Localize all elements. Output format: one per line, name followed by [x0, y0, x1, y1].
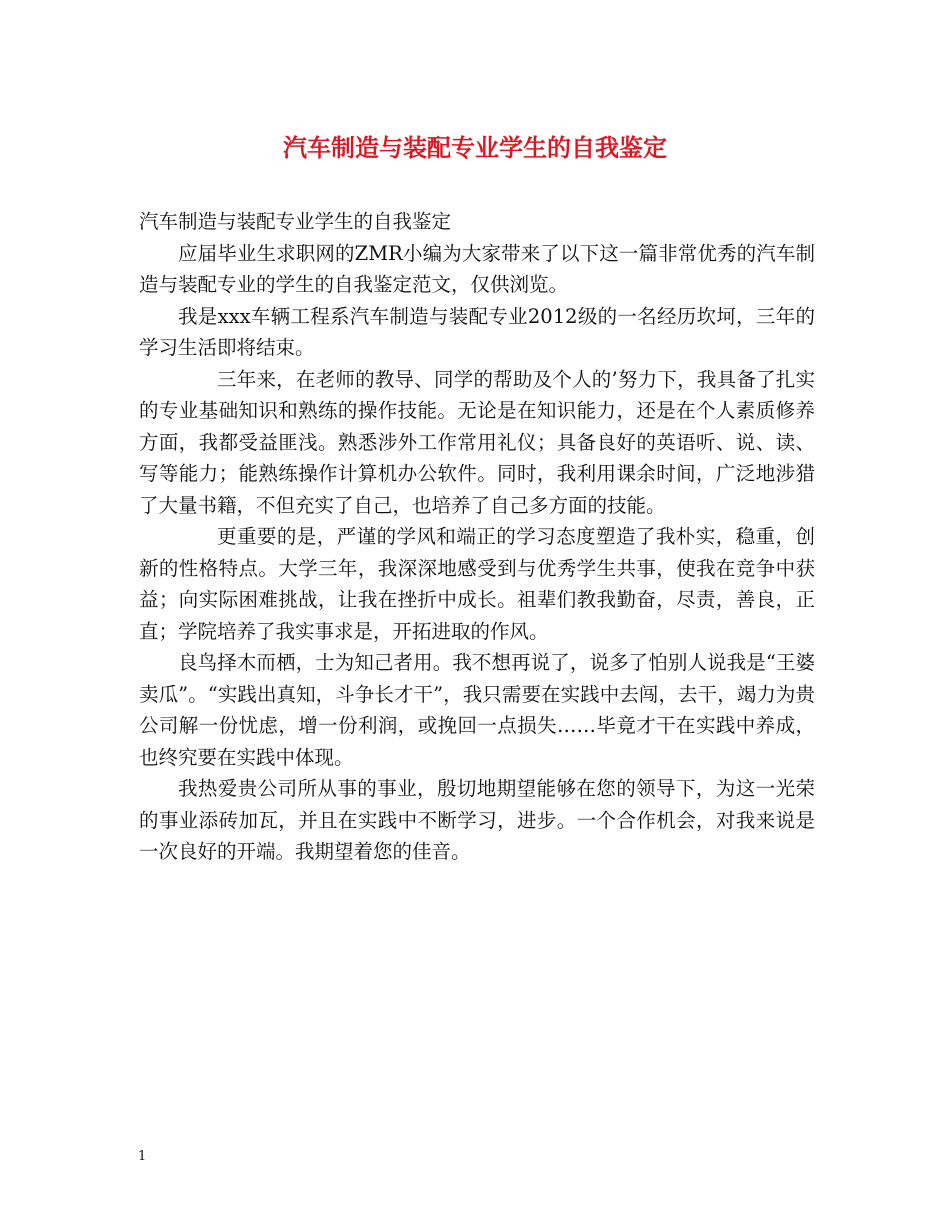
paragraph-character: 更重要的是，严谨的学风和端正的学习态度塑造了我朴实，稳重，创新的性格特点。大学三年，我深深地感受到与优秀学生共事，使我在竞争中获益；向实际困难挑战，让我在挫折中成长。祖辈们教我勤奋，尽责，善良，正直；学院培养了我实事求是，开拓进取的作风。 — [139, 525, 815, 643]
paragraph-study: 三年来，在老师的教导、同学的帮助及个人的’努力下，我具备了扎实的专业基础知识和熟练的操作技能。无论是在知识能力，还是在个人素质修养方面，我都受益匪浅。熟悉涉外工作常用礼仪；具备良好的英语听、说、读、写等能力；能熟练操作计算机办公软件。同时，我利用课余时间，广泛地涉猎了大量书籍，不但充实了自己，也培养了自己多方面的技能。 — [139, 367, 815, 517]
paragraph-practice: 良鸟择木而栖，士为知己者用。我不想再说了，说多了怕别人说我是“王婆卖瓜”。“实践出真知，斗争长才干”，我只需要在实践中去闯，去干，竭力为贵公司解一份忧虑，增一份利润，或挽回一点损失……毕竟才干在实践中养成，也终究要在实践中体现。 — [139, 651, 815, 769]
document-title: 汽车制造与装配专业学生的自我鉴定 — [283, 133, 667, 162]
page-number: 1 — [138, 1149, 147, 1164]
paragraph-self-intro: 我是xxx车辆工程系汽车制造与装配专业2012级的一名经历坎坷，三年的学习生活即将结束。 — [139, 304, 815, 359]
document-body — [139, 206, 815, 868]
document-heading: 汽车制造与装配专业学生的自我鉴定 — [139, 210, 452, 233]
paragraph-closing: 我热爱贵公司所从事的事业，殷切地期望能够在您的领导下，为这一光荣的事业添砖加瓦，并且在实践中不断学习，进步。一个合作机会，对我来说是一次良好的开端。我期望着您的佳音。 — [139, 777, 815, 863]
paragraph-intro: 应届毕业生求职网的ZMR小编为大家带来了以下这一篇非常优秀的汽车制造与装配专业的学生的自我鉴定范文，仅供浏览。 — [139, 241, 815, 296]
